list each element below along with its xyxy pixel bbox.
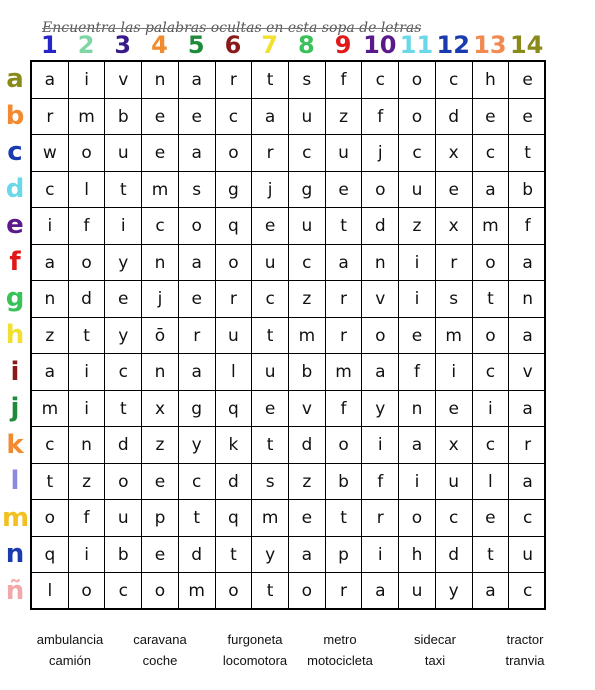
column-number: 5 — [187, 31, 205, 59]
row-letter: a — [6, 64, 24, 95]
grid-cell: e — [509, 99, 546, 136]
grid-cell: o — [216, 135, 253, 172]
column-number: 10 — [363, 31, 397, 59]
grid-cell: e — [105, 281, 142, 318]
column-number: 8 — [297, 31, 315, 59]
grid-cell: d — [436, 537, 473, 574]
grid-cell: e — [436, 391, 473, 428]
row-letter: d — [5, 173, 25, 204]
grid-cell: q — [216, 208, 253, 245]
grid-cell: v — [289, 391, 326, 428]
grid-cell: t — [252, 427, 289, 464]
row-letter: m — [2, 502, 30, 533]
grid-cell: e — [473, 99, 510, 136]
grid-cell: a — [179, 245, 216, 282]
grid-cell: o — [32, 500, 69, 537]
word-list-item: motocicleta — [307, 653, 373, 668]
column-number: 13 — [473, 31, 507, 59]
grid-cell: s — [436, 281, 473, 318]
column-number: 4 — [151, 31, 168, 59]
grid-cell: s — [252, 464, 289, 501]
grid-cell: i — [399, 245, 436, 282]
row-letter: f — [9, 246, 21, 277]
grid-cell: i — [436, 354, 473, 391]
column-number: 6 — [224, 31, 242, 59]
grid-cell: j — [252, 172, 289, 209]
grid-cell: i — [69, 354, 106, 391]
grid-cell: a — [509, 464, 546, 501]
grid-cell: u — [509, 537, 546, 574]
grid-cell: o — [362, 172, 399, 209]
grid-cell: a — [509, 245, 546, 282]
grid-cell: r — [32, 99, 69, 136]
grid-cell: t — [473, 537, 510, 574]
grid-cell: e — [142, 99, 179, 136]
grid-cell: a — [362, 573, 399, 610]
grid-cell: f — [509, 208, 546, 245]
grid-cell: a — [326, 245, 363, 282]
grid-cell: c — [473, 427, 510, 464]
grid-cell: e — [289, 500, 326, 537]
grid-cell: a — [473, 172, 510, 209]
grid-cell: a — [289, 537, 326, 574]
grid-cell: i — [473, 391, 510, 428]
grid-cell: l — [473, 464, 510, 501]
grid-cell: r — [509, 427, 546, 464]
column-number: 14 — [509, 31, 544, 59]
row-letter: ñ — [5, 575, 25, 606]
grid-cell: h — [399, 537, 436, 574]
grid-cell: a — [32, 354, 69, 391]
grid-cell: c — [142, 208, 179, 245]
grid-cell: t — [105, 172, 142, 209]
grid-cell: c — [473, 135, 510, 172]
grid-cell: y — [105, 318, 142, 355]
row-letter: g — [5, 283, 25, 314]
grid-cell: u — [216, 318, 253, 355]
grid-cell: o — [399, 99, 436, 136]
grid-cell: r — [436, 245, 473, 282]
grid-cell: c — [289, 245, 326, 282]
grid-cell: w — [32, 135, 69, 172]
grid-cell: g — [216, 172, 253, 209]
grid-cell: y — [252, 537, 289, 574]
grid-cell: x — [142, 391, 179, 428]
grid-cell: ō — [142, 318, 179, 355]
grid-cell: o — [216, 573, 253, 610]
grid-cell: o — [142, 573, 179, 610]
grid-cell: r — [326, 281, 363, 318]
grid-cell: o — [362, 318, 399, 355]
grid-cell: e — [252, 391, 289, 428]
grid-cell: d — [105, 427, 142, 464]
grid-cell: z — [69, 464, 106, 501]
grid-cell: e — [179, 99, 216, 136]
grid-cell: c — [179, 464, 216, 501]
grid-cell: u — [105, 500, 142, 537]
word-list-item: coche — [142, 653, 178, 668]
grid-cell: q — [216, 500, 253, 537]
grid-cell: i — [399, 464, 436, 501]
row-letter: h — [5, 320, 25, 350]
grid-cell: o — [69, 135, 106, 172]
grid-cell: u — [105, 135, 142, 172]
grid-cell: z — [326, 99, 363, 136]
grid-cell: x — [436, 135, 473, 172]
row-letter: j — [10, 393, 20, 424]
word-list-item: sidecar — [414, 632, 456, 647]
grid-cell: l — [32, 573, 69, 610]
grid-cell: y — [436, 573, 473, 610]
grid-cell: n — [32, 281, 69, 318]
grid-cell: t — [252, 573, 289, 610]
grid-cell: g — [289, 172, 326, 209]
grid-cell: m — [142, 172, 179, 209]
grid-cell: c — [362, 62, 399, 99]
grid-cell: c — [289, 135, 326, 172]
grid-cell: r — [216, 281, 253, 318]
grid-cell: q — [216, 391, 253, 428]
grid-cell: u — [399, 172, 436, 209]
grid-cell: c — [32, 172, 69, 209]
grid-cell: d — [362, 208, 399, 245]
grid-cell: c — [522, 581, 533, 602]
grid-cell: e — [142, 464, 179, 501]
grid-cell: f — [362, 99, 399, 136]
row-letter: b — [5, 100, 25, 131]
grid-cell: a — [509, 391, 546, 428]
grid-cell: t — [69, 318, 106, 355]
grid-cell: u — [289, 99, 326, 136]
grid-cell: e — [509, 62, 546, 99]
word-list-item: caravana — [133, 632, 187, 647]
grid-cell: c — [105, 354, 142, 391]
grid-cell: e — [473, 500, 510, 537]
grid-cell: u — [326, 135, 363, 172]
column-number: 1 — [40, 31, 58, 59]
grid-cell: u — [252, 354, 289, 391]
grid-cell: s — [289, 62, 326, 99]
grid-cell: u — [399, 573, 436, 610]
grid-cell: i — [362, 427, 399, 464]
grid-cell: o — [179, 208, 216, 245]
grid-cell: r — [326, 318, 363, 355]
grid-cell: c — [436, 500, 473, 537]
grid-cell: c — [32, 427, 69, 464]
grid-cell: o — [399, 62, 436, 99]
grid-cell: m — [32, 391, 69, 428]
column-number: 3 — [114, 31, 132, 59]
grid-cell: s — [179, 172, 216, 209]
column-number: 9 — [334, 31, 352, 59]
grid-cell: e — [252, 208, 289, 245]
grid-cell: i — [105, 208, 142, 245]
grid-cell: m — [289, 318, 326, 355]
grid-cell: e — [179, 281, 216, 318]
grid-cell: o — [289, 573, 326, 610]
grid-cell: c — [509, 500, 546, 537]
row-letter: k — [6, 429, 24, 460]
grid-cell: h — [473, 62, 510, 99]
grid-cell: a — [473, 573, 510, 610]
grid-cell: i — [362, 537, 399, 574]
grid-cell: n — [142, 62, 179, 99]
grid-cell: m — [252, 500, 289, 537]
grid-cell: q — [32, 537, 69, 574]
grid-cell: t — [216, 537, 253, 574]
grid-cell: n — [362, 245, 399, 282]
grid-cell: e — [436, 172, 473, 209]
grid-cell: o — [69, 245, 106, 282]
word-list-item: furgoneta — [227, 632, 283, 647]
grid-cell: r — [326, 573, 363, 610]
grid-cell: v — [509, 354, 546, 391]
grid-cell: r — [179, 318, 216, 355]
grid-cell: o — [473, 245, 510, 282]
grid-cell: i — [69, 62, 106, 99]
row-letter: c — [7, 137, 23, 168]
grid-cell: z — [289, 464, 326, 501]
grid-cell: g — [179, 391, 216, 428]
word-list-item: camión — [49, 653, 91, 668]
grid-cell: t — [252, 62, 289, 99]
grid-cell: y — [179, 427, 216, 464]
grid-cell: n — [509, 281, 546, 318]
grid-cell: c — [252, 281, 289, 318]
grid-cell: b — [105, 99, 142, 136]
grid-cell: m — [179, 573, 216, 610]
grid-cell: l — [216, 354, 253, 391]
grid-cell: e — [142, 135, 179, 172]
row-letter: l — [10, 466, 20, 497]
grid-cell: f — [69, 208, 106, 245]
word-search-grid — [30, 60, 546, 610]
grid-cell: b — [105, 537, 142, 574]
grid-cell: a — [509, 318, 546, 355]
grid-cell: d — [216, 464, 253, 501]
grid-cell: c — [105, 573, 142, 610]
grid-cell: m — [473, 208, 510, 245]
page-title: Encuentra las palabras ocultas en esta sopa de letras — [42, 20, 422, 36]
grid-cell: t — [326, 500, 363, 537]
grid-cell: t — [105, 391, 142, 428]
grid-cell: t — [509, 135, 546, 172]
grid-cell: v — [362, 281, 399, 318]
grid-cell: t — [252, 318, 289, 355]
grid-cell: u — [436, 464, 473, 501]
grid-cell: e — [326, 172, 363, 209]
grid-cell: a — [399, 427, 436, 464]
grid-cell: m — [326, 354, 363, 391]
row-letter: e — [6, 210, 24, 241]
grid-cell: n — [399, 391, 436, 428]
grid-cell: i — [69, 537, 106, 574]
grid-cell: i — [399, 281, 436, 318]
word-list-item: tranvia — [505, 653, 545, 668]
grid-cell: c — [473, 354, 510, 391]
grid-cell: a — [252, 99, 289, 136]
grid-cell: d — [289, 427, 326, 464]
grid-cell: k — [216, 427, 253, 464]
grid-cell: a — [179, 62, 216, 99]
column-number: 7 — [261, 31, 278, 59]
grid-cell: f — [69, 500, 106, 537]
grid-cell: f — [399, 354, 436, 391]
row-letter: n — [5, 539, 25, 570]
grid-cell: a — [32, 245, 69, 282]
grid-cell: r — [216, 62, 253, 99]
grid-cell: z — [289, 281, 326, 318]
grid-cell: u — [252, 245, 289, 282]
grid-cell: i — [32, 208, 69, 245]
grid-cell: l — [69, 172, 106, 209]
word-list-item: taxi — [424, 653, 446, 668]
grid-cell: x — [436, 427, 473, 464]
grid-cell: c — [399, 135, 436, 172]
grid-cell: o — [473, 318, 510, 355]
grid-cell: r — [252, 135, 289, 172]
column-number: 11 — [399, 31, 434, 59]
grid-cell: a — [32, 62, 69, 99]
grid-cell: p — [326, 537, 363, 574]
grid-cell: y — [105, 245, 142, 282]
grid-cell: r — [362, 500, 399, 537]
grid-cell: n — [142, 354, 179, 391]
grid-cell: d — [436, 99, 473, 136]
grid-cell: z — [32, 318, 69, 355]
grid-cell: f — [326, 62, 363, 99]
grid-cell: i — [69, 391, 106, 428]
grid-cell: t — [179, 500, 216, 537]
grid-cell: c — [216, 99, 253, 136]
grid-cell: b — [509, 172, 546, 209]
grid-cell: v — [105, 62, 142, 99]
grid-cell: f — [326, 391, 363, 428]
grid-cell: b — [326, 464, 363, 501]
grid-cell: t — [473, 281, 510, 318]
grid-cell: p — [142, 500, 179, 537]
grid-cell: m — [436, 318, 473, 355]
grid-cell: o — [216, 245, 253, 282]
grid-cell: j — [142, 281, 179, 318]
grid-cell: x — [436, 208, 473, 245]
grid-cell: f — [362, 464, 399, 501]
grid-cell: d — [179, 537, 216, 574]
row-letter: i — [10, 356, 20, 387]
grid-cell: c — [436, 62, 473, 99]
grid-cell: b — [289, 354, 326, 391]
grid-cell: j — [362, 135, 399, 172]
word-list-item: locomotora — [222, 653, 288, 668]
column-number: 12 — [436, 31, 470, 59]
grid-cell: u — [289, 208, 326, 245]
word-list-item: ambulancia — [36, 632, 104, 647]
grid-cell: e — [142, 537, 179, 574]
grid-cell: m — [69, 99, 106, 136]
grid-cell: a — [362, 354, 399, 391]
column-number: 2 — [77, 31, 95, 59]
grid-cell: a — [179, 354, 216, 391]
grid-cell: n — [142, 245, 179, 282]
grid-cell: y — [362, 391, 399, 428]
grid-cell: z — [142, 427, 179, 464]
grid-cell: e — [399, 318, 436, 355]
grid-cell: t — [326, 208, 363, 245]
grid-cell: t — [32, 464, 69, 501]
grid-cell: o — [69, 573, 106, 610]
word-list-item: metro — [323, 632, 357, 647]
grid-cell: a — [179, 135, 216, 172]
grid-cell: o — [326, 427, 363, 464]
grid-cell: d — [69, 281, 106, 318]
grid-cell: n — [69, 427, 106, 464]
grid-cell: z — [399, 208, 436, 245]
word-list-item: tractor — [506, 632, 544, 647]
grid-cell: o — [105, 464, 142, 501]
grid-cell: o — [399, 500, 436, 537]
